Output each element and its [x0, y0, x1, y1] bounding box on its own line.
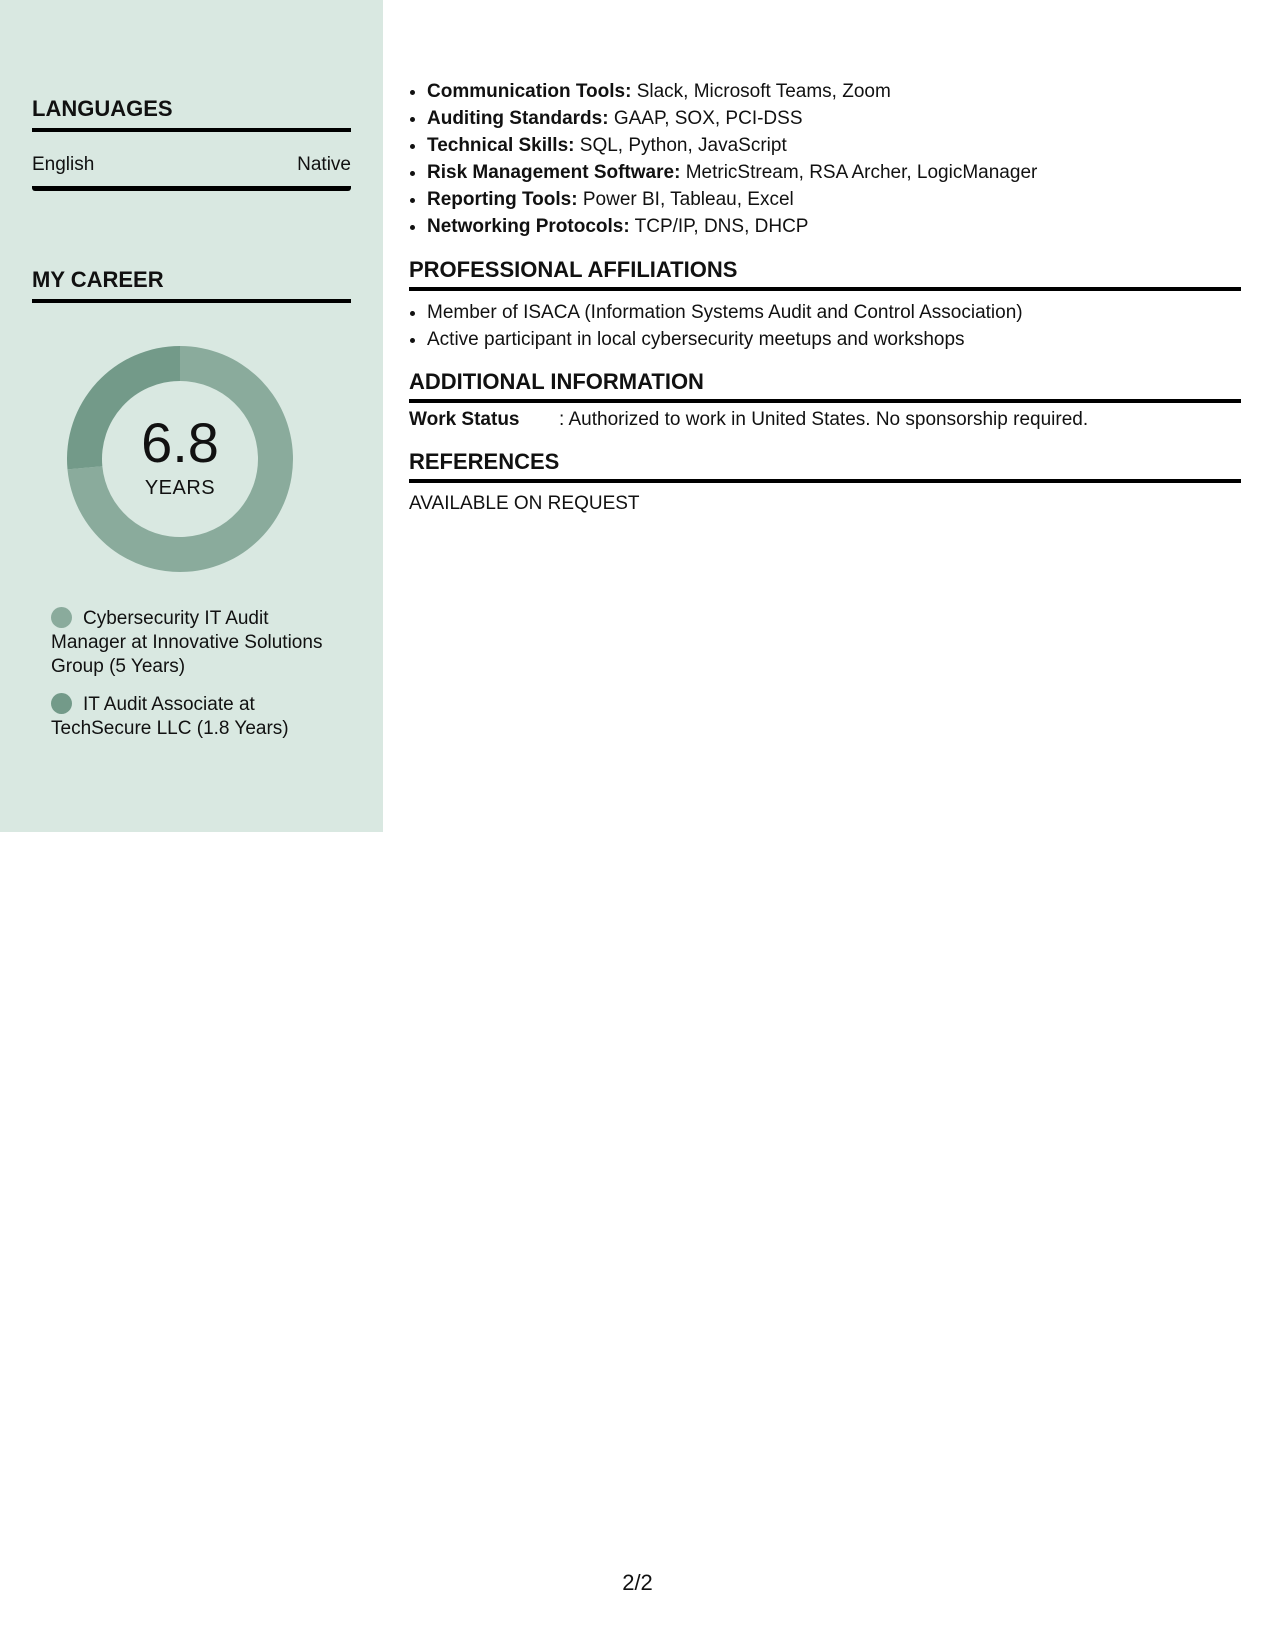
total-years-unit: YEARS	[144, 476, 216, 499]
language-name: English	[32, 154, 95, 175]
skill-label: Technical Skills:	[427, 135, 575, 156]
affiliations-heading: PROFESSIONAL AFFILIATIONS	[409, 257, 1241, 291]
language-row	[32, 132, 351, 191]
skill-item	[427, 105, 1241, 132]
references-heading: REFERENCES	[409, 449, 1241, 483]
skill-item	[427, 186, 1241, 213]
additional-info-heading: ADDITIONAL INFORMATION	[409, 369, 1241, 403]
career-heading: MY CAREER	[32, 267, 351, 303]
skill-value: Slack, Microsoft Teams, Zoom	[636, 81, 891, 102]
work-status-row	[409, 403, 1241, 431]
skill-value: TCP/IP, DNS, DHCP	[634, 216, 809, 237]
career-section	[32, 267, 351, 303]
skill-item	[427, 159, 1241, 186]
legend-item	[51, 693, 341, 741]
additional-info-section	[409, 369, 1241, 431]
total-years-value: 6.8	[141, 410, 219, 474]
legend-dot-icon	[51, 693, 72, 714]
affiliations-section	[409, 257, 1241, 353]
affiliations-list	[409, 299, 1241, 353]
skill-item	[427, 132, 1241, 159]
legend-item	[51, 607, 341, 679]
skill-value: SQL, Python, JavaScript	[579, 135, 787, 156]
main-content	[409, 78, 1241, 515]
skill-label: Risk Management Software:	[427, 162, 681, 183]
skill-item	[427, 78, 1241, 105]
references-section	[409, 449, 1241, 515]
skill-label: Reporting Tools:	[427, 189, 578, 210]
skill-value: GAAP, SOX, PCI-DSS	[613, 108, 803, 129]
skill-label: Networking Protocols:	[427, 216, 630, 237]
legend-dot-icon	[51, 607, 72, 628]
donut-center	[66, 345, 294, 573]
legend-text: IT Audit Associate at TechSecure LLC (1.8 Years)	[51, 694, 289, 739]
work-status-value: : Authorized to work in United States. No sponsorship required.	[559, 409, 1089, 430]
career-legend	[51, 607, 341, 755]
legend-text: Cybersecurity IT Audit Manager at Innovative Solutions Group (5 Years)	[51, 608, 323, 677]
skill-label: Auditing Standards:	[427, 108, 609, 129]
sidebar	[0, 0, 383, 832]
languages-heading: LANGUAGES	[32, 96, 351, 132]
work-status-label: Work Status	[409, 409, 520, 430]
career-donut-chart	[66, 345, 294, 573]
skill-label: Communication Tools:	[427, 81, 632, 102]
languages-section	[32, 96, 351, 191]
affiliation-item: • Active participant in local cybersecurity meetups and workshops	[427, 326, 1241, 353]
affiliation-item: • Member of ISACA (Information Systems Audit and Control Association)	[427, 299, 1241, 326]
skill-item	[427, 213, 1241, 240]
skill-value: MetricStream, RSA Archer, LogicManager	[685, 162, 1038, 183]
references-text: AVAILABLE ON REQUEST	[409, 493, 640, 514]
skill-value: Power BI, Tableau, Excel	[582, 189, 794, 210]
language-level: Native	[297, 154, 351, 175]
page-number: 2/2	[622, 1570, 653, 1595]
skills-list	[409, 78, 1241, 240]
